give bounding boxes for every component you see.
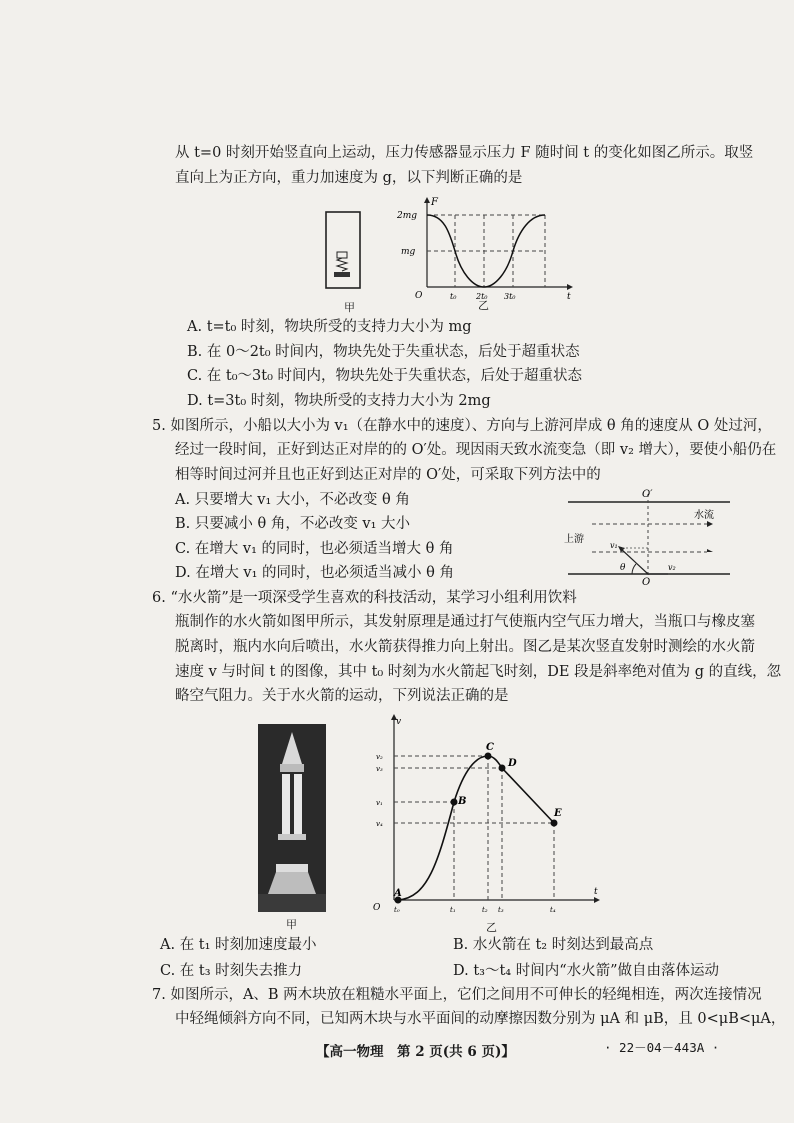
q4-graph-xtick-3t0: 3t₀ xyxy=(504,292,516,301)
q6-graph-x-label: t xyxy=(594,887,598,897)
q4-graph-origin: O xyxy=(415,291,423,301)
q5-option-b: B. 只要减小 θ 角，不必改变 v₁ 大小 xyxy=(175,516,411,532)
q6-water-rocket-photo xyxy=(258,724,326,916)
q6-fig-jia-label: 甲 xyxy=(286,918,297,931)
page-footer: 【高一物理 第 2 页(共 6 页)】 xyxy=(316,1044,515,1060)
q6-fig-yi-label: 乙 xyxy=(486,921,497,934)
q6-ytick-v4: v₄ xyxy=(376,820,383,828)
q5-label-v2: v₂ xyxy=(668,563,676,572)
q4-stem-line-2: 直向上为正方向，重力加速度为 g，以下判断正确的是 xyxy=(175,170,523,186)
q6-xtick-t1: t₁ xyxy=(450,906,456,914)
q5-option-c: C. 在增大 v₁ 的同时，也必须适当增大 θ 角 xyxy=(175,541,454,557)
q5-label-v1: v₁ xyxy=(610,541,618,550)
q6-point-d: D xyxy=(508,758,517,769)
q4-graph-xtick-2t0: 2t₀ xyxy=(476,292,488,301)
q4-graph-x-label: t xyxy=(567,292,571,302)
q6-stem-line-5: 略空气阻力。关于水火箭的运动，下列说法正确的是 xyxy=(175,688,509,704)
q6-xtick-t0: t₀ xyxy=(394,906,400,914)
q4-option-b: B. 在 0～2t₀ 时间内，物块先处于失重状态，后处于超重状态 xyxy=(187,344,580,360)
q6-vt-graph xyxy=(368,712,608,926)
q4-graph-ytick-2mg: 2mg xyxy=(397,211,418,221)
q6-ytick-v3: v₃ xyxy=(376,765,383,773)
q7-stem-line-1: 7. 如图所示，A、B 两木块放在粗糙水平面上，它们之间用不可伸长的轻绳相连，两次连接情况 xyxy=(152,987,762,1003)
q6-option-d: D. t₃～t₄ 时间内“水火箭”做自由落体运动 xyxy=(453,963,720,979)
q6-option-b: B. 水火箭在 t₂ 时刻达到最高点 xyxy=(453,937,654,953)
q4-fig-jia-label: 甲 xyxy=(344,301,355,314)
q6-stem-line-4: 速度 v 与时间 t 的图像，其中 t₀ 时刻为水火箭起飞时刻，DE 段是斜率绝对值为 g 的直线，忽 xyxy=(175,664,782,680)
q6-ytick-v1: v₁ xyxy=(376,799,383,807)
q4-graph-ytick-mg: mg xyxy=(401,247,416,257)
q4-graph-xtick-t0: t₀ xyxy=(450,292,457,301)
q6-point-c: C xyxy=(486,742,494,753)
q6-option-c: C. 在 t₃ 时刻失去推力 xyxy=(160,963,303,979)
q6-graph-y-label: v xyxy=(396,717,402,727)
q4-option-a: A. t=t₀ 时刻，物块所受的支持力大小为 mg xyxy=(187,319,472,335)
q5-stem-line-1: 5. 如图所示，小船以大小为 v₁（在静水中的速度）、方向与上游河岸成 θ 角的速度从 O 处过河， xyxy=(152,418,772,434)
q6-stem-line-1: 6. “水火箭”是一项深受学生喜欢的科技活动，某学习小组利用饮料 xyxy=(152,590,577,606)
q5-label-water-flow: 水流 xyxy=(694,510,714,521)
q6-point-b: B xyxy=(458,796,467,807)
q6-graph-origin: O xyxy=(373,903,381,913)
q6-point-a: A xyxy=(394,888,402,899)
q6-point-e: E xyxy=(554,808,562,819)
q6-xtick-t3: t₃ xyxy=(498,906,504,914)
q4-fig-yi-label: 乙 xyxy=(478,299,489,312)
q4-stem-line-1: 从 t=0 时刻开始竖直向上运动，压力传感器显示压力 F 随时间 t 的变化如图乙所示。取竖 xyxy=(175,145,754,161)
q4-option-d: D. t=3t₀ 时刻，物块所受的支持力大小为 2mg xyxy=(187,393,491,409)
q6-stem-line-3: 脱离时，瓶内水向后喷出，水火箭获得推力向上射出。图乙是某次竖直发射时测绘的水火箭 xyxy=(175,639,755,655)
q5-stem-line-3: 相等时间过河并且也正好到达正对岸的 O′处，可采取下列方法中的 xyxy=(175,467,601,483)
q6-xtick-t4: t₄ xyxy=(550,906,556,914)
exam-code: · 22－04－443A · xyxy=(604,1040,720,1055)
q5-label-upstream: 上游 xyxy=(564,534,584,545)
q6-stem-line-2: 瓶制作的水火箭如图甲所示，其发射原理是通过打气使瓶内空气压力增大，当瓶口与橡皮塞 xyxy=(175,614,755,630)
q7-stem-line-2: 中轻绳倾斜方向不同，已知两木块与水平面间的动摩擦因数分别为 μA 和 μB，且 0<μB<μA， xyxy=(175,1011,786,1027)
q6-ytick-v2: v₂ xyxy=(376,753,383,761)
q5-label-o: O xyxy=(642,577,651,586)
q6-xtick-t2: t₂ xyxy=(482,906,488,914)
q5-river-figure xyxy=(562,486,732,590)
q4-figure-yi-graph xyxy=(395,195,575,309)
q4-option-c: C. 在 t₀～3t₀ 时间内，物块先处于失重状态，后处于超重状态 xyxy=(187,368,583,384)
q5-label-o-prime: O′ xyxy=(642,489,653,500)
q6-option-a: A. 在 t₁ 时刻加速度最小 xyxy=(160,937,317,953)
q5-label-theta: θ xyxy=(620,563,626,573)
q5-option-a: A. 只要增大 v₁ 大小，不必改变 θ 角 xyxy=(175,492,410,508)
q5-stem-line-2: 经过一段时间，正好到达正对岸的的 O′处。现因雨天致水流变急（即 v₂ 增大），要使小船仍在 xyxy=(175,442,777,458)
q5-option-d: D. 在增大 v₁ 的同时，也必须适当减小 θ 角 xyxy=(175,565,454,581)
q4-graph-y-label: F xyxy=(431,197,438,208)
